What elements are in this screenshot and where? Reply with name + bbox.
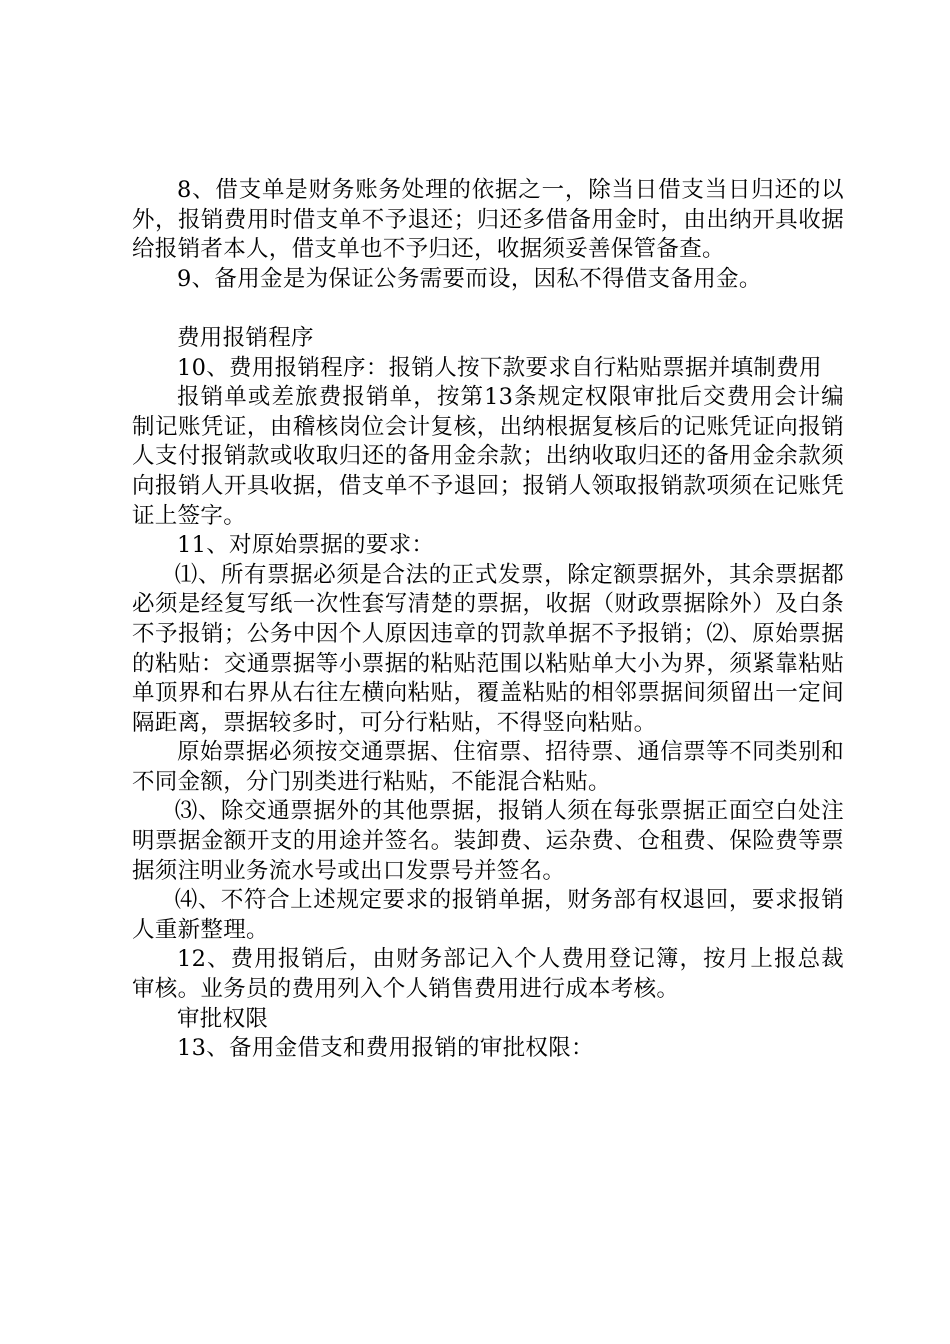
paragraph-13: 13、备用金借支和费用报销的审批权限： — [177, 1035, 594, 1062]
section-heading-approval-authority: 审批权限 — [177, 1005, 269, 1032]
paragraph-10-continued: 报销单或差旅费报销单，按第13条规定权限审批后交费用会计编制记账凭证，由稽核岗位会计复核，出纳根据复核后的记账凭证向报销人支付报销款或收取归还的备用金余款；出纳收取归还的备用金余款须向报销人开具收据，借支单不予退回；报销人领取报销款项须在记账凭证上签字。 — [132, 384, 844, 529]
paragraph-11-item-4: ⑷、不符合上述规定要求的报销单据，财务部有权退回，要求报销人重新整理。 — [132, 887, 844, 943]
paragraph-gap — [132, 294, 844, 324]
paragraph-11-items-1-2: ⑴、所有票据必须是合法的正式发票，除定额票据外，其余票据都必须是经复写纸一次性套写清楚的票据，收据（财政票据除外）及白条不予报销；公务中因个人原因违章的罚款单据不予报销；⑵、原始票据的粘贴：交通票据等小票据的粘贴范围以粘贴单大小为界，须紧靠粘贴单顶界和右界从右往左横向粘贴，覆盖粘贴的相邻票据间须留出一定间隔距离，票据较多时，可分行粘贴，不得竖向粘贴。 — [132, 561, 844, 736]
paragraph-12: 12、费用报销后，由财务部记入个人费用登记簿，按月上报总裁审核。业务员的费用列入个人销售费用进行成本考核。 — [132, 946, 844, 1003]
paragraph-10: 10、费用报销程序：报销人按下款要求自行粘贴票据并填制费用 — [177, 354, 822, 381]
paragraph-11: 11、对原始票据的要求： — [177, 532, 435, 559]
document-body — [132, 176, 844, 1064]
paragraph-11-sorting: 原始票据必须按交通票据、住宿票、招待票、通信票等不同类别和不同金额，分门别类进行粘贴，不能混合粘贴。 — [132, 739, 844, 795]
paragraph-9: 9、备用金是为保证公务需要而设，因私不得借支备用金。 — [177, 265, 762, 292]
paragraph-11-item-3: ⑶、除交通票据外的其他票据，报销人须在每张票据正面空白处注明票据金额开支的用途并签名。装卸费、运杂费、仓租费、保险费等票据须注明业务流水号或出口发票号并签名。 — [132, 798, 844, 884]
paragraph-8: 8、借支单是财务账务处理的依据之一，除当日借支当日归还的以外，报销费用时借支单不予退还；归还多借备用金时，由出纳开具收据给报销者本人，借支单也不予归还，收据须妥善保管备查。 — [132, 177, 844, 263]
section-heading-reimbursement-procedure: 费用报销程序 — [177, 324, 314, 351]
